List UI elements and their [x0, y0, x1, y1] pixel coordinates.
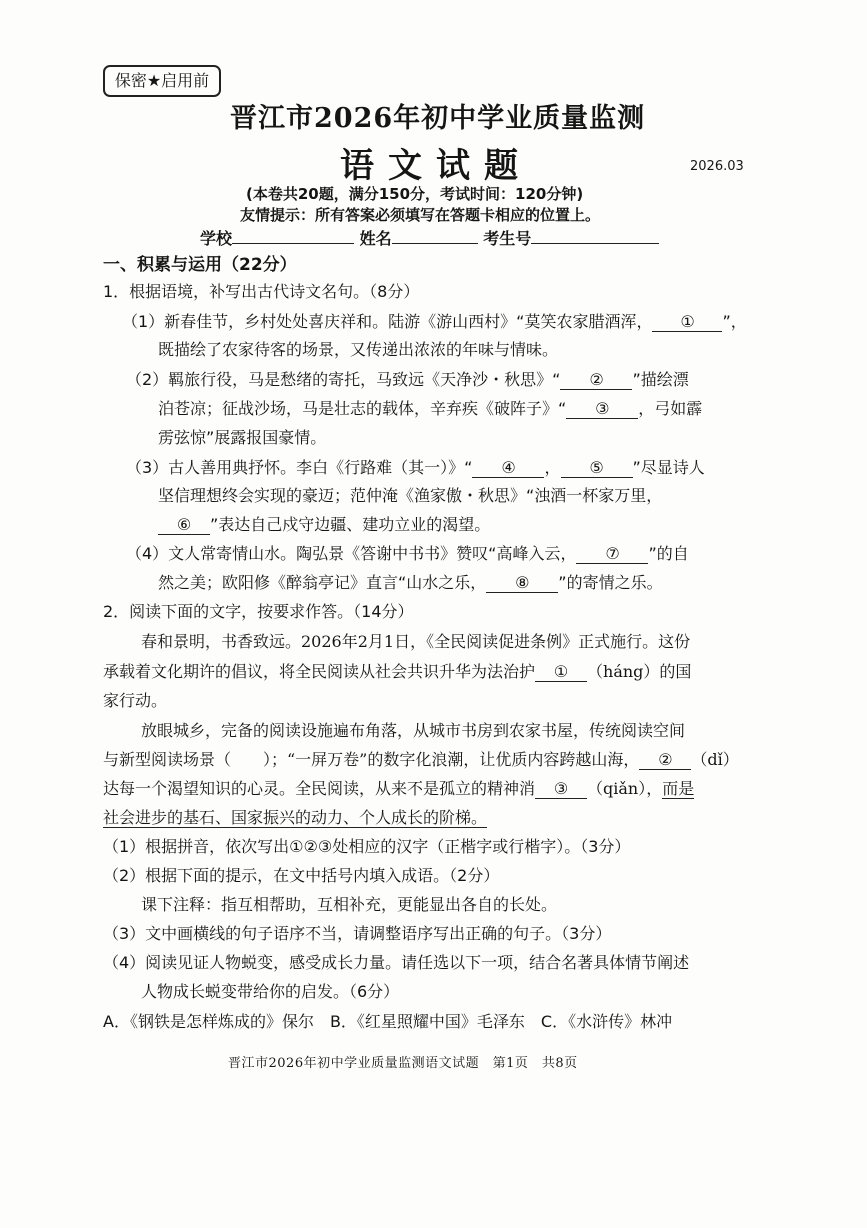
- school-field[interactable]: [232, 229, 354, 244]
- q1-part2-line2: 泊苍凉；征战沙场，马是壮志的载体，辛弃疾《破阵子》“ ③ ，弓如霹: [158, 399, 703, 418]
- passage-para2-line3: 达每一个渴望知识的心灵。全民阅读，从来不是孤立的精神消 ③ （qiǎn），而是: [103, 779, 695, 798]
- q1-part1-line2: 既描绘了农家待客的场景，又传递出浓浓的年味与情味。: [158, 340, 559, 359]
- question-1-stem: 1．根据语境，补写出古代诗文名句。（8分）: [103, 282, 420, 301]
- q2-sub1: （1）根据拼音，依次写出①②③处相应的汉字（正楷字或行楷字）。（3分）: [103, 837, 631, 856]
- q1-part3-line2: 坚信理想终会实现的豪迈；范仲淹《渔家傲・秋思》“浊酒一杯家万里，: [158, 486, 663, 505]
- passage-blank-3[interactable]: ③: [535, 780, 587, 799]
- q1-part4-line1: （4）文人常寄情山水。陶弘景《答谢中书书》赞叹“高峰入云， ⑦ ”的自: [126, 544, 689, 563]
- section-heading: 一、积累与运用（22分）: [103, 255, 297, 275]
- passage-para1-line1: 春和景明，书香致远。2026年2月1日，《全民阅读促进条例》正式施行。这份: [141, 632, 691, 651]
- q2-sub2: （2）根据下面的提示，在文中括号内填入成语。（2分）: [103, 866, 500, 885]
- exam-date: 2026.03: [690, 159, 744, 174]
- q2-sub3: （3）文中画横线的句子语序不当，请调整语序写出正确的句子。（3分）: [103, 924, 612, 943]
- q1-part3-line3: ⑥ ”表达自己戍守边疆、建功立业的渴望。: [158, 512, 490, 535]
- q1-part4-line2: 然之美；欧阳修《醉翁亭记》直言“山水之乐， ⑧ ”的寄情之乐。: [158, 573, 663, 592]
- q2-sub4-line1: （4）阅读见证人物蜕变，感受成长力量。请任选以下一项，结合名著具体情节阐述: [103, 953, 690, 972]
- blank-5[interactable]: ⑤: [561, 459, 633, 478]
- blank-3[interactable]: ③: [566, 400, 638, 419]
- confidential-badge: 保密★启用前: [103, 65, 221, 97]
- friendly-tip: 友情提示：所有答案必须填写在答题卡相应的位置上。: [240, 206, 601, 224]
- q2-sub2-note: 课下注释：指互相帮助，互相补充，更能显出各自的长处。: [141, 895, 558, 914]
- name-field[interactable]: [392, 229, 478, 244]
- passage-para2-line4: [103, 805, 487, 828]
- blank-4[interactable]: ④: [472, 459, 544, 478]
- name-label: 姓名: [359, 229, 392, 248]
- q1-part2-line1: （2）羁旅行役，马是愁绪的寄托，马致远《天净沙・秋思》“ ② ”描绘漂: [126, 370, 689, 389]
- exam-title: 晋江市2026年初中学业质量监测: [230, 103, 646, 134]
- blank-8[interactable]: ⑧: [486, 574, 558, 593]
- q1-part2-line3: 雳弦惊”展露报国豪情。: [158, 428, 327, 447]
- passage-blank-2[interactable]: ②: [639, 751, 691, 770]
- q2-sub4-line2: 人物成长蜕变带给你的启发。（6分）: [141, 982, 400, 1001]
- passage-para2-line2: 与新型阅读场景（ ）；“一屏万卷”的数字化浪潮，让优质内容跨越山海， ② （dǐ）: [103, 750, 739, 769]
- blank-6[interactable]: ⑥: [158, 516, 210, 535]
- page-footer: 晋江市2026年初中学业质量监测语文试题 第1页 共8页: [228, 1056, 578, 1071]
- q2-sub4-options: A．《钢铁是怎样炼成的》保尔 B．《红星照耀中国》毛泽东 C．《水浒传》林冲: [103, 1012, 673, 1031]
- exam-no-label: 考生号: [483, 229, 532, 248]
- q1-part1-line1: （1）新春佳节，乡村处处喜庆祥和。陆游《游山西村》“莫笑农家腊酒浑， ① ”，: [122, 312, 747, 331]
- underlined-sentence: 社会进步的基石、国家振兴的动力、个人成长的阶梯。: [103, 808, 488, 827]
- blank-2[interactable]: ②: [560, 371, 632, 390]
- exam-no-field[interactable]: [531, 229, 659, 244]
- exam-info: (本卷共20题，满分150分，考试时间：120分钟): [246, 185, 584, 203]
- passage-blank-1[interactable]: ①: [535, 663, 587, 682]
- question-2-stem: 2．阅读下面的文字，按要求作答。（14分）: [103, 602, 414, 621]
- q1-part3-line1: （3）古人善用典抒怀。李白《行路难（其一）》“ ④ ， ⑤ ”尽显诗人: [126, 458, 705, 477]
- blank-1[interactable]: ①: [652, 313, 722, 332]
- candidate-fields: [200, 226, 659, 249]
- passage-para2-line1: 放眼城乡，完备的阅读设施遍布角落，从城市书房到农家书屋，传统阅读空间: [141, 721, 686, 740]
- underlined-sentence-start: 而是: [662, 779, 695, 798]
- subject-title: 语文试题: [340, 146, 532, 186]
- blank-7[interactable]: ⑦: [576, 545, 648, 564]
- passage-para1-line3: 家行动。: [103, 691, 168, 710]
- passage-para1-line2: 承载着文化期许的倡议，将全民阅读从社会共识升华为法治护 ① （háng）的国: [103, 662, 692, 681]
- school-label: 学校: [200, 229, 233, 248]
